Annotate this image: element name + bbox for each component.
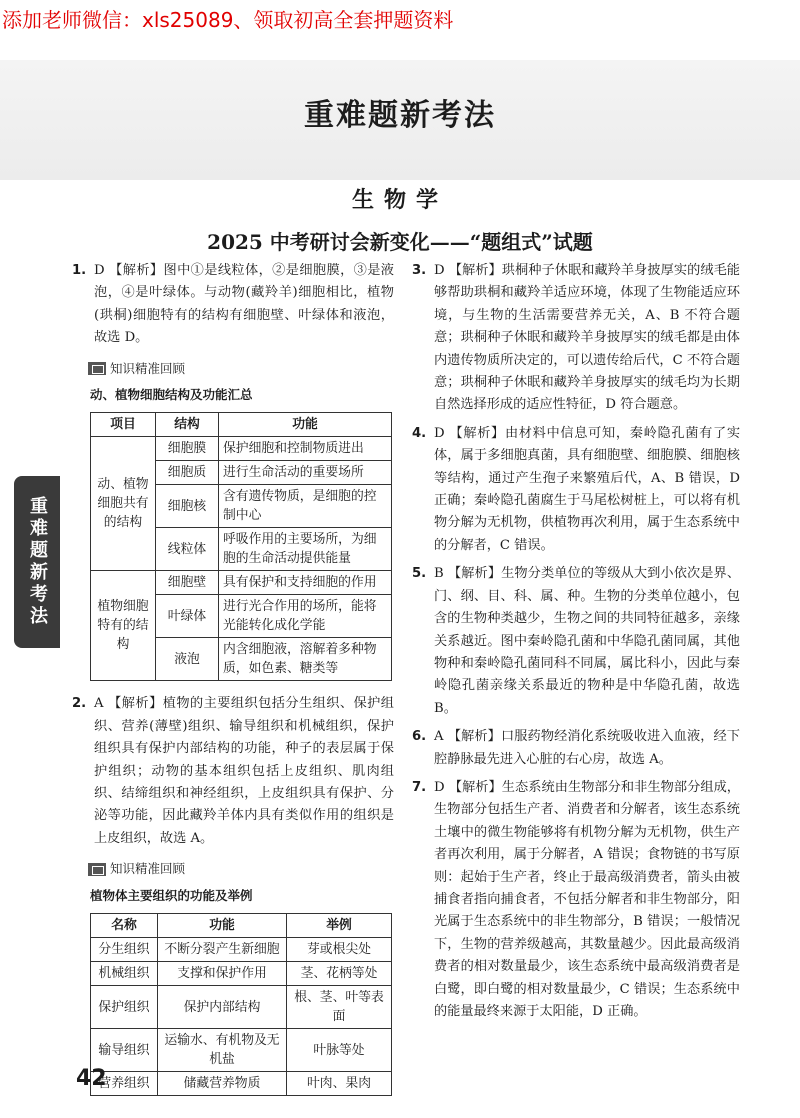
analysis-tag: 【解析】: [448, 779, 502, 795]
answer-letter: D: [434, 263, 445, 278]
section-subject: 生物学: [351, 188, 448, 213]
question-number: 6.: [412, 729, 427, 745]
analysis-text: 珙桐种子休眠和藏羚羊身披厚实的绒毛能够帮助珙桐和藏羚羊适应环境，体现了生物能适应环境，与生物的生活需要营养无关，A、B 不符合题意；珙桐种子休眠和藏羚羊身披厚实的绒毛都是由体内遗传物质所决定的，可以遗传给后代，C 不符合题意；珙桐种子休眠和藏羚羊身披厚实的绒毛均为长期自然选择形成的适应性特征，D 符合题意。: [434, 263, 740, 413]
answer-letter: A: [94, 696, 104, 712]
table-header-row: [91, 413, 392, 437]
name-cell: 输导组织: [91, 1029, 158, 1072]
table-header-cell: 举例: [287, 914, 392, 938]
structure-cell: 液泡: [156, 638, 219, 681]
name-cell: 机械组织: [91, 962, 158, 986]
group-label: 植物细胞特有的结构: [91, 571, 156, 681]
table-row: [91, 986, 392, 1029]
table-row: [91, 938, 392, 962]
question-6: [412, 726, 740, 771]
example-cell: 叶肉、果肉: [287, 1072, 392, 1096]
table-row: [91, 437, 392, 461]
analysis-tag: 【解析】: [447, 729, 501, 745]
analysis-tag: 【解析】: [108, 696, 163, 712]
function-cell: 支撑和保护作用: [158, 962, 287, 986]
question-number: 5.: [412, 566, 427, 582]
answer-letter: D: [94, 263, 105, 278]
table-row: [91, 1029, 392, 1072]
plant-tissue-table: [90, 913, 392, 1096]
table-title: 动、植物细胞结构及功能汇总: [90, 387, 253, 403]
question-number: 1.: [72, 263, 87, 278]
name-cell: 分生组织: [91, 938, 158, 962]
knowledge-review-header: [88, 858, 394, 880]
function-cell: 不断分裂产生新细胞: [158, 938, 287, 962]
knowledge-review-header: [88, 358, 394, 380]
side-tab-label: 重难题新考法: [27, 496, 48, 628]
structure-cell: 细胞核: [156, 485, 219, 528]
watermark-text: 添加老师微信：xls25089、领取初高全套押题资料: [2, 8, 454, 32]
question-1: [72, 260, 394, 350]
example-cell: 芽或根尖处: [287, 938, 392, 962]
knowledge-review-label: 知识精准回顾: [110, 360, 186, 376]
group-label: 动、植物细胞共有的结构: [91, 437, 156, 571]
cell-structure-table: [90, 412, 392, 681]
structure-cell: 线粒体: [156, 528, 219, 571]
function-cell: 呼吸作用的主要场所，为细胞的生命活动提供能量: [219, 528, 392, 571]
question-3: [412, 260, 740, 417]
page-number: 42: [76, 1066, 107, 1091]
question-4: [412, 423, 740, 557]
table-row: [91, 571, 392, 595]
function-cell: 保护内部结构: [158, 986, 287, 1029]
function-cell: 运输水、有机物及无机盐: [158, 1029, 287, 1072]
function-cell: 进行生命活动的重要场所: [219, 461, 392, 485]
example-cell: 茎、花柄等处: [287, 962, 392, 986]
left-column: [72, 260, 394, 1096]
analysis-text: 口服药物经消化系统吸收进入血液，经下腔静脉最先进入心脏的右心房，故选 A。: [434, 729, 740, 767]
table-header-cell: 项目: [91, 413, 156, 437]
section-subtitle: 2025 中考研讨会新变化——“题组式”试题: [207, 230, 593, 254]
analysis-text: 植物的主要组织包括分生组织、保护组织、营养(薄壁)组织、输导组织和机械组织，保护组织具有保护内部结构的功能，种子的表层属于保护组织；动物的基本组织包括上皮组织、肌肉组织、结缔组织和神经组织，上皮组织具有保护、分泌等功能，因此藏羚羊体内具有类似作用的组织是上皮组织，故选 A。: [94, 696, 394, 846]
analysis-text: 生态系统由生物部分和非生物部分组成，生物部分包括生产者、消费者和分解者，该生态系统土壤中的微生物能够将有机物分解为无机物，供生产者再次利用，属于分解者，A 错误；食物链的书写原则：起始于生产者，终止于最高级消费者，箭头由被捕食者指向捕食者，不包括分解者和非生物部分，阳光属于生态系统中的非生物部分，B 错误；一般情况下，生物的营养级越高，其数量越少。因此最高级消费者的相对数量最少，该生态系统中最高级消费者是白鹭，即白鹭的相对数量最少，C 错误；生态系统中的能量最终来源于太阳能，D 正确。: [434, 779, 740, 1019]
question-2: [72, 693, 394, 850]
answer-letter: D: [434, 425, 445, 441]
side-tab: [14, 476, 60, 648]
structure-cell: 细胞质: [156, 461, 219, 485]
table-header-cell: 功能: [158, 914, 287, 938]
function-cell: 保护细胞和控制物质进出: [219, 437, 392, 461]
analysis-tag: 【解析】: [448, 263, 502, 278]
analysis-text: 图中①是线粒体，②是细胞膜，③是液泡，④是叶绿体。与动物(藏羚羊)细胞相比，植物(珙桐)细胞特有的结构有细胞壁、叶绿体和液泡，故选 D。: [94, 263, 394, 346]
answer-letter: A: [434, 729, 444, 745]
knowledge-review-label: 知识精准回顾: [110, 861, 186, 877]
name-cell: 营养组织: [91, 1072, 158, 1096]
page-title: 重难题新考法: [304, 98, 496, 133]
name-cell: 保护组织: [91, 986, 158, 1029]
right-column: [412, 260, 740, 1029]
structure-cell: 细胞膜: [156, 437, 219, 461]
table-title: 植物体主要组织的功能及举例: [90, 887, 253, 903]
analysis-text: 生物分类单位的等级从大到小依次是界、门、纲、目、科、属、种。生物的分类单位越小，包含的生物种类越少，生物之间的共同特征越多，亲缘关系越近。图中秦岭隐孔菌和中华隐孔菌同属，其他物种和秦岭隐孔菌同科不同属，属比科小，因此与秦岭隐孔菌亲缘关系最近的物种是中华隐孔菌，故选 B。: [434, 566, 741, 716]
question-number: 2.: [72, 696, 87, 712]
question-5: [412, 563, 740, 720]
answer-letter: B: [434, 566, 444, 582]
structure-cell: 叶绿体: [156, 595, 219, 638]
table-header-cell: 名称: [91, 914, 158, 938]
table-header-cell: 结构: [156, 413, 219, 437]
book-icon: [88, 863, 106, 876]
table-row: [91, 1072, 392, 1096]
question-number: 3.: [412, 263, 427, 278]
analysis-tag: 【解析】: [449, 425, 505, 441]
example-cell: 根、茎、叶等表面: [287, 986, 392, 1029]
question-number: 4.: [412, 425, 427, 441]
function-cell: 进行光合作用的场所，能将光能转化成化学能: [219, 595, 392, 638]
answer-letter: D: [434, 779, 445, 795]
example-cell: 叶脉等处: [287, 1029, 392, 1072]
analysis-text: 由材料中信息可知，秦岭隐孔菌有了实体，属于多细胞真菌，具有细胞壁、细胞膜、细胞核等结构，通过产生孢子来繁殖后代，A、B 错误，D 正确；秦岭隐孔菌腐生于马尾松树桩上，可以将有机物分解为无机物，供植物再次利用，属于生态系统中的分解者，C 错误。: [434, 425, 741, 553]
structure-cell: 细胞壁: [156, 571, 219, 595]
function-cell: 内含细胞液，溶解着多种物质，如色素、糖类等: [219, 638, 392, 681]
question-7: [412, 777, 740, 1023]
table-row: [91, 962, 392, 986]
analysis-tag: 【解析】: [448, 566, 502, 582]
table-header-row: [91, 914, 392, 938]
question-number: 7.: [412, 779, 427, 795]
function-cell: 具有保护和支持细胞的作用: [219, 571, 392, 595]
table-header-cell: 功能: [219, 413, 392, 437]
analysis-tag: 【解析】: [109, 263, 164, 278]
book-icon: [88, 362, 106, 375]
function-cell: 含有遗传物质，是细胞的控制中心: [219, 485, 392, 528]
function-cell: 储藏营养物质: [158, 1072, 287, 1096]
